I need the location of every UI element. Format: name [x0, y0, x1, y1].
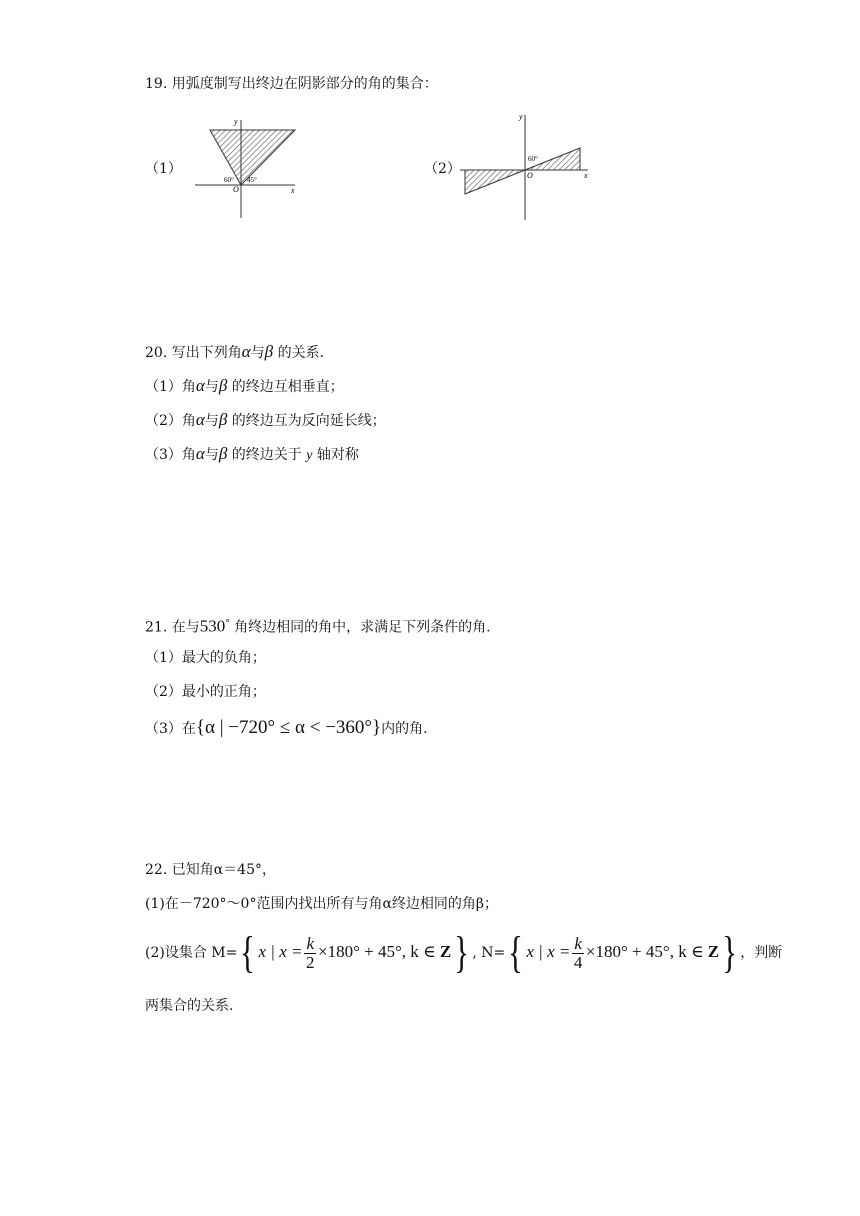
- fig1-label: （1）: [145, 161, 182, 177]
- fraction-k-over-2: $\frac{k}{2}$: [306, 933, 315, 972]
- fig1-angle-60: 60°: [224, 176, 234, 184]
- fig1-diagram: [195, 115, 305, 220]
- q20-item-1: （1）角α与β 的终边互相垂直；: [145, 376, 344, 395]
- fig1-x-label: x: [291, 186, 295, 195]
- fig1-y-label: y: [234, 117, 238, 126]
- fig1-angle-45: 45°: [247, 176, 257, 184]
- q22-title: 22. 已知角α＝45°，: [145, 862, 276, 878]
- q21-item-1: （1）最大的负角；: [145, 650, 266, 666]
- fig2-x-label: x: [584, 171, 588, 180]
- q22-tail: 两集合的关系.: [145, 998, 234, 1014]
- fig2-label: （2）: [424, 161, 461, 177]
- q19-title: 19. 用弧度制写出终边在阴影部分的角的集合：: [145, 76, 438, 92]
- q21-item-3: （3）在{α | −720° ≤ α < −360°}内的角.: [145, 717, 428, 738]
- q21-title: 21. 在与530° 角终边相同的角中，求满足下列条件的角.: [145, 616, 491, 636]
- fig2-diagram: [460, 110, 595, 222]
- fig2-angle-60: 60°: [528, 155, 538, 163]
- q21-item-2: （2）最小的正角；: [145, 684, 266, 700]
- q21-set: {α | −720° ≤ α < −360°}: [195, 717, 382, 738]
- q20-item-3: （3）角α与β 的终边关于 y 轴对称: [145, 444, 359, 463]
- fig2-y-label: y: [519, 112, 523, 121]
- q20-title: 20. 写出下列角α与β 的关系.: [145, 342, 325, 361]
- q20-item-2: （2）角α与β 的终边互为反向延长线；: [145, 410, 386, 429]
- fig1-origin: O: [233, 185, 239, 194]
- q22-item-2: (2)设集合 M={ x | x = $\frac{k}{2}$ ×180° + 45°, k ∈ Z} , N={ x | x = $\frac{k}{4}$ ×180° + 45°, k ∈ Z} ，判断: [145, 928, 783, 977]
- fraction-k-over-4: $\frac{k}{4}$: [573, 933, 583, 972]
- shaded-region-2b: [465, 170, 525, 194]
- q22-item-1: (1)在－720°～0°范围内找出所有与角α终边相同的角β；: [145, 896, 499, 912]
- fig2-origin: O: [527, 171, 533, 180]
